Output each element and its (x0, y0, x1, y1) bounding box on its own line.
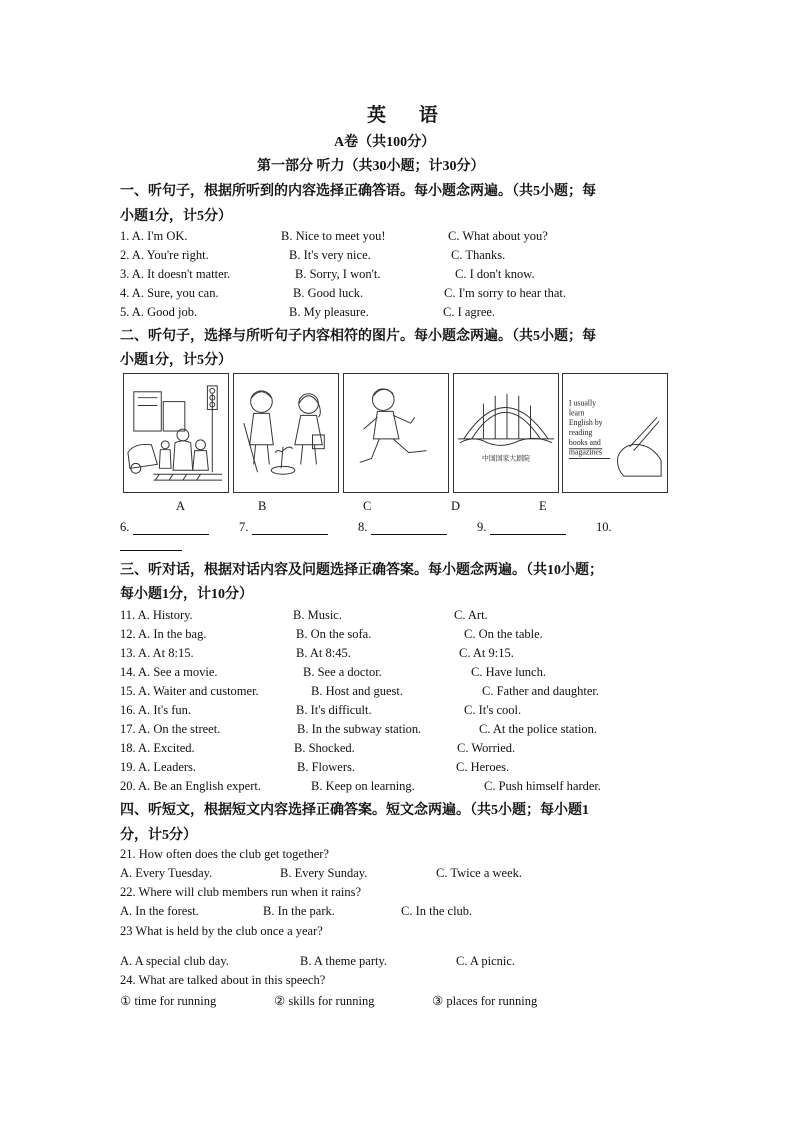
section2-heading-cont: 小题1分，计5分） (120, 353, 232, 368)
picture-d-caption: 中国国家大剧院 (481, 454, 531, 463)
q18-option-a: 18. A. Excited. (120, 741, 195, 755)
q1-option-a: 1. A. I'm OK. (120, 229, 188, 243)
q23-option-a: A. A special club day. (120, 954, 229, 968)
q5-option-b: B. My pleasure. (289, 305, 369, 319)
page-title: 英 语 (367, 105, 452, 126)
answer-blank-9[interactable] (477, 520, 566, 535)
paper-label: A卷（共100分） (334, 135, 436, 150)
q14-option-c: C. Have lunch. (471, 665, 546, 679)
q16-option-c: C. It's cool. (464, 703, 522, 717)
q2-option-a: 2. A. You're right. (120, 248, 209, 262)
picture-letter-d: D (451, 499, 461, 513)
answer-blank-6[interactable] (120, 520, 209, 535)
q4-option-b: B. Good luck. (293, 286, 364, 300)
picture-e-line-2: learn (568, 408, 585, 418)
blank-line[interactable] (371, 520, 447, 535)
q15-option-c: C. Father and daughter. (482, 684, 599, 698)
q24-stem: 24. What are talked about in this speech? (120, 973, 326, 987)
section3-heading-cont: 每小题1分，计10分） (120, 587, 253, 602)
q11-option-a: 11. A. History. (120, 608, 193, 622)
q12-option-c: C. On the table. (464, 627, 543, 641)
q3-option-a: 3. A. It doesn't matter. (120, 267, 231, 281)
section4-heading-cont: 分，计5分） (120, 828, 197, 843)
picture-e-line-1: I usually (568, 398, 597, 408)
section2-heading: 二、听句子，选择与所听句子内容相符的图片。每小题念两遍。（共5小题；每 (120, 329, 596, 344)
section1-heading-cont: 小题1分，计5分） (120, 209, 232, 224)
q22-option-c: C. In the club. (401, 904, 473, 918)
q19-option-c: C. Heroes. (456, 760, 510, 774)
q15-option-b: B. Host and guest. (311, 684, 404, 698)
picture-e-line-5: books and (568, 437, 601, 447)
picture-letter-a: A (176, 499, 186, 513)
q5-option-a: 5. A. Good job. (120, 305, 198, 319)
section4-heading: 四、听短文，根据短文内容选择正确答案。短文念两遍。（共5小题；每小题1 (120, 803, 589, 818)
q1-option-c: C. What about you? (448, 229, 548, 243)
blank-line-10[interactable] (120, 536, 182, 551)
q14-option-a: 14. A. See a movie. (120, 665, 218, 679)
q20-option-a: 20. A. Be an English expert. (120, 779, 261, 793)
q16-option-b: B. It's difficult. (296, 703, 372, 717)
section3-heading: 三、听对话，根据对话内容及问题选择正确答案。每小题念两遍。（共10小题； (120, 563, 603, 578)
part-heading: 第一部分 听力（共30小题；计30分） (257, 159, 485, 174)
picture-letter-b: B (258, 499, 267, 513)
q14-option-b: B. See a doctor. (303, 665, 382, 679)
q22-stem: 22. Where will club members run when it rains? (120, 885, 362, 899)
picture-b-planting (233, 373, 339, 493)
crosswalk-illustration (124, 374, 228, 492)
q19-option-a: 19. A. Leaders. (120, 760, 197, 774)
q3-option-b: B. Sorry, I won't. (295, 267, 381, 281)
national-theatre-illustration (454, 374, 558, 492)
q4-option-a: 4. A. Sure, you can. (120, 286, 219, 300)
q17-option-b: B. In the subway station. (297, 722, 422, 736)
q20-option-c: C. Push himself harder. (484, 779, 602, 793)
answer-blank-8[interactable] (358, 520, 447, 535)
q23-option-b: B. A theme party. (300, 954, 388, 968)
q22-option-b: B. In the park. (263, 904, 335, 918)
q15-option-a: 15. A. Waiter and customer. (120, 684, 259, 698)
answer-blank-7[interactable] (239, 520, 328, 535)
picture-e-line-4: reading (568, 427, 593, 437)
blank-line[interactable] (252, 520, 328, 535)
q2-option-c: C. Thanks. (451, 248, 506, 262)
planting-illustration (234, 374, 338, 492)
blank-label-10: 10. (596, 520, 612, 534)
q12-option-b: B. On the sofa. (296, 627, 372, 641)
picture-e-line-6: magazines (568, 447, 602, 457)
q19-option-b: B. Flowers. (297, 760, 355, 774)
q17-option-a: 17. A. On the street. (120, 722, 221, 736)
answer-blank-10[interactable] (596, 520, 612, 535)
q24-option-3: ③ places for running (432, 994, 538, 1008)
picture-letter-c: C (363, 499, 372, 513)
q4-option-c: C. I'm sorry to hear that. (444, 286, 567, 300)
q1-option-b: B. Nice to meet you! (281, 229, 386, 243)
q21-option-a: A. Every Tuesday. (120, 866, 213, 880)
blank-label-7: 7. (239, 520, 249, 534)
q24-option-2: ② skills for running (274, 994, 375, 1008)
q21-stem: 21. How often does the club get together? (120, 847, 329, 861)
q23-stem: 23 What is held by the club once a year? (120, 924, 323, 938)
picture-letter-e: E (539, 499, 547, 513)
q12-option-a: 12. A. In the bag. (120, 627, 207, 641)
blank-line[interactable] (133, 520, 209, 535)
q2-option-b: B. It's very nice. (289, 248, 371, 262)
picture-e-writing (562, 373, 668, 493)
q17-option-c: C. At the police station. (479, 722, 598, 736)
picture-c-running (343, 373, 449, 493)
q16-option-a: 16. A. It's fun. (120, 703, 192, 717)
q13-option-b: B. At 8:45. (296, 646, 351, 660)
section1-heading: 一、听句子，根据所听到的内容选择正确答语。每小题念两遍。（共5小题；每 (120, 184, 596, 199)
q21-option-b: B. Every Sunday. (280, 866, 368, 880)
writing-hand-illustration (563, 374, 667, 492)
q20-option-b: B. Keep on learning. (311, 779, 415, 793)
q18-option-c: C. Worried. (457, 741, 516, 755)
q23-option-c: C. A picnic. (456, 954, 516, 968)
q5-option-c: C. I agree. (443, 305, 496, 319)
picture-d-national-theatre (453, 373, 559, 493)
blank-label-9: 9. (477, 520, 487, 534)
q22-option-a: A. In the forest. (120, 904, 199, 918)
q3-option-c: C. I don't know. (455, 267, 535, 281)
q21-option-c: C. Twice a week. (436, 866, 523, 880)
q11-option-c: C. Art. (454, 608, 488, 622)
blank-line[interactable] (490, 520, 566, 535)
picture-a-crosswalk (123, 373, 229, 493)
blank-label-6: 6. (120, 520, 130, 534)
q18-option-b: B. Shocked. (294, 741, 355, 755)
picture-e-line-3: English by (568, 418, 603, 428)
q11-option-b: B. Music. (293, 608, 342, 622)
blank-label-8: 8. (358, 520, 368, 534)
q13-option-a: 13. A. At 8:15. (120, 646, 194, 660)
q13-option-c: C. At 9:15. (459, 646, 514, 660)
running-boy-illustration (344, 374, 448, 492)
q24-option-1: ① time for running (120, 994, 217, 1008)
